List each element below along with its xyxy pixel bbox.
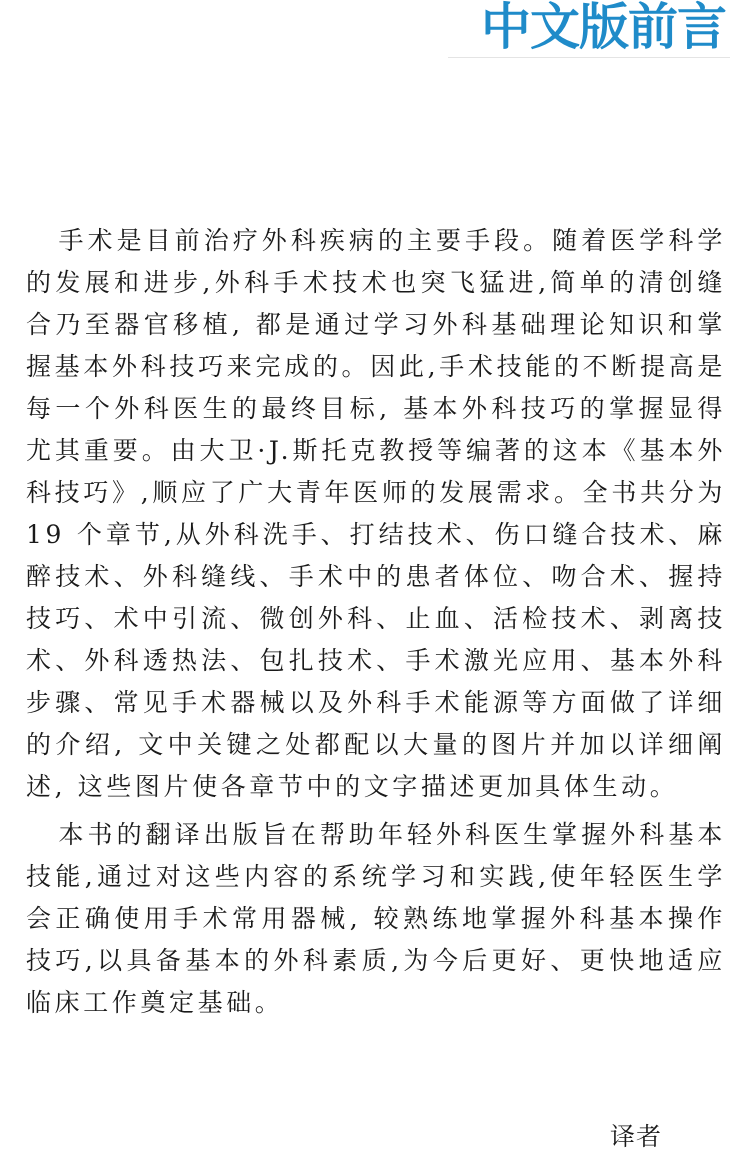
preface-body: [26, 220, 726, 1024]
page-title: 中文版前言: [481, 0, 726, 56]
preface-paragraph-2: 本书的翻译出版旨在帮助年轻外科医生掌握外科基本技能,通过对这些内容的系统学习和实践,使年轻医生学会正确使用手术常用器械, 较熟练地掌握外科基本操作技巧,以具备基本的外科素质,为今后更好、更快地适应临床工作奠定基础。: [26, 820, 726, 1017]
header-divider: [448, 57, 730, 58]
translator-signature: 译者: [610, 1122, 663, 1151]
preface-paragraph-1: 手术是目前治疗外科疾病的主要手段。随着医学科学的发展和进步,外科手术技术也突飞猛进,简单的清创缝合乃至器官移植, 都是通过学习外科基础理论知识和掌握基本外科技巧来完成的。因此,手术技能的不断提高是每一个外科医生的最终目标, 基本外科技巧的掌握显得尤其重要。由大卫·J.斯托克教授等编著的这本《基本外科技巧》,顺应了广大青年医师的发展需求。全书共分为 19 个章节,从外科洗手、打结技术、伤口缝合技术、麻醉技术、外科缝线、手术中的患者体位、吻合术、握持技巧、术中引流、微创外科、止血、活检技术、剥离技术、外科透热法、包扎技术、手术激光应用、基本外科步骤、常见手术器械以及外科手术能源等方面做了详细的介绍, 文中关键之处都配以大量的图片并加以详细阐述, 这些图片使各章节中的文字描述更加具体生动。: [26, 226, 726, 801]
